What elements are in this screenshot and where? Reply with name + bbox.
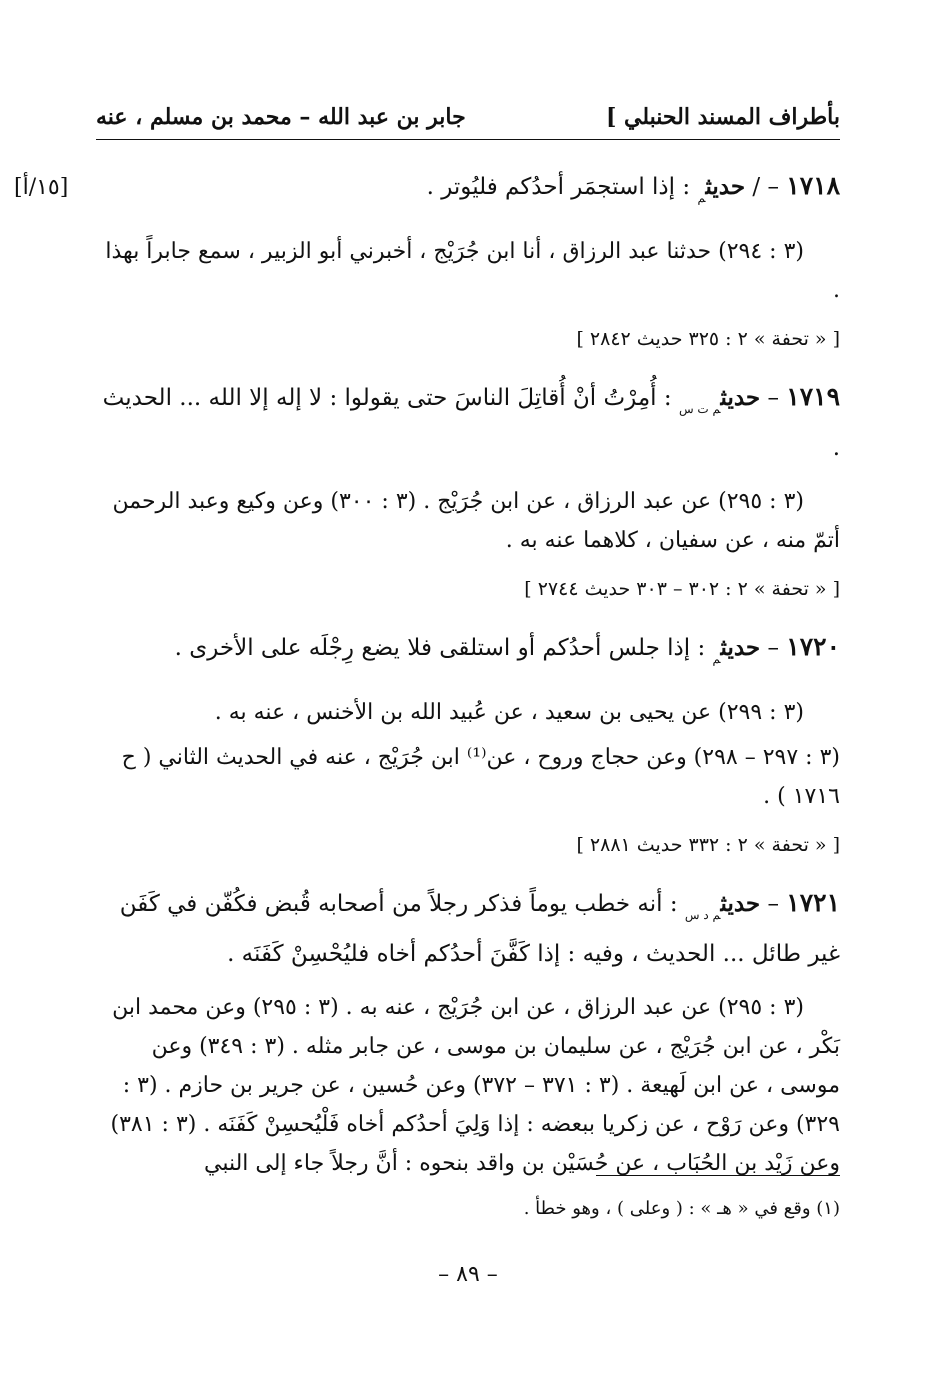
hadith-entry: [96, 377, 840, 609]
header-rule: [96, 139, 840, 140]
footnote: (١) وقع في « هـ » : ( وعلى ) ، وهو خطأ .: [523, 1198, 840, 1219]
collection-symbols: م ت س: [678, 402, 721, 416]
isnad-paragraph: (٣ : ٢٩٥) عن عبد الرزاق ، عن ابن جُرَيْج ، عنه به . (٣ : ٢٩٥) وعن محمد ابن بَكْر ، عن ابن جُرَيْج ، عن سليمان بن موسى ، عن جابر مثله . (٣ : ٣٤٩) وعن موسى ، عن ابن لَهيعة . (٣ : ٣٧١ – ٣٧٢) وعن حُسين ، عن جرير بن حازم . (٣ : ٣٢٩) وعن رَوْح ، عن زكريا ببعضه : إذا وَلِيَ أحدُكم أخاه فَلْيُحسِنْ كَفَنَه . (٣ : ٣٨١) وعن زَيْد بن الحُبَاب ، عن حُسَيْن بن واقد بنحوه : أنَّ رجلاً جاء إلى النبي: [110, 995, 840, 1176]
hadith-number: ١٧١٨: [786, 171, 840, 200]
collection-symbols: م: [712, 652, 721, 666]
hadith-heading: [96, 627, 840, 679]
hadith-heading: [96, 883, 840, 974]
hadith-number: ١٧٢١: [786, 888, 840, 917]
hadith-text: : إذا استجمَر أحدُكم فليُوتر .: [426, 174, 691, 200]
hadith-keyword: حديث: [720, 890, 761, 917]
hadith-text: : أُمِرْتُ أنْ أُقاتِلَ الناسَ حتى يقولوا : لا إله إلا الله ... الحديث .: [102, 385, 840, 461]
hadith-dash: – /: [752, 174, 779, 200]
page-body: [96, 160, 840, 1189]
hadith-heading: [96, 377, 840, 468]
isnad-paragraph: (٣ : ٢٩٩) عن يحيى بن سعيد ، عن عُبيد الله بن الأخنس ، عنه به .: [214, 700, 804, 725]
page-number: – ٨٩ –: [438, 1262, 498, 1287]
hadith-keyword: حديث: [705, 173, 746, 200]
header-section-title: جابر بن عبد الله – محمد بن مسلم ، عنه: [96, 104, 466, 130]
hadith-entry: [96, 883, 840, 1183]
tuhfa-reference: [ « تحفة » ٢ : ٣٠٢ – ٣٠٣ حديث ٢٧٤٤ ]: [524, 578, 840, 600]
hadith-entry: [96, 627, 840, 865]
hadith-number: ١٧١٩: [786, 382, 840, 411]
footnote-rule: [596, 1175, 840, 1176]
hadith-entry: [96, 166, 840, 359]
hadith-keyword: حديث: [720, 384, 761, 411]
header-book-title: بأطراف المسند الحنبلي ]: [605, 104, 840, 130]
tuhfa-reference: [ « تحفة » ٢ : ٣٢٥ حديث ٢٨٤٢ ]: [576, 328, 840, 350]
manuscript-folio-ref: [١٥/أ]: [14, 175, 69, 200]
hadith-dash: –: [767, 385, 779, 411]
hadith-number: ١٧٢٠: [786, 632, 840, 661]
running-header: [96, 104, 840, 136]
hadith-text: : أنه خطب يوماً فذكر رجلاً من أصحابه قُبض فكُفّن في كَفَن غير طائل ... الحديث ، وفيه : إذا كَفَّنَ أحدُكم أخاه فليُحْسِنْ كَفَنَه .: [119, 891, 840, 967]
isnad-paragraph: (٣ : ٢٩٧ – ٢٩٨) وعن حجاج وروح ، عن⁽¹⁾ ابن جُرَيْج ، عنه في الحديث الثاني ( ح ١٧١٦ ) .: [121, 745, 840, 809]
hadith-heading: [96, 166, 840, 218]
tuhfa-reference: [ « تحفة » ٢ : ٣٣٢ حديث ٢٨٨١ ]: [576, 834, 840, 856]
hadith-text: : إذا جلس أحدُكم أو استلقى فلا يضع رِجْلَه على الأخرى .: [174, 635, 706, 661]
hadith-dash: –: [767, 891, 779, 917]
hadith-dash: –: [767, 635, 779, 661]
collection-symbols: م د س: [684, 908, 721, 922]
isnad-paragraph: (٣ : ٢٩٥) عن عبد الرزاق ، عن ابن جُرَيْج . (٣ : ٣٠٠) وعن وكيع وعبد الرحمن أتمّ منه ، عن سفيان ، كلاهما عنه به .: [112, 489, 840, 553]
hadith-keyword: حديث: [720, 634, 761, 661]
collection-symbols: م: [697, 191, 706, 205]
isnad-paragraph: (٣ : ٢٩٤) حدثنا عبد الرزاق ، أنا ابن جُرَيْج ، أخبرني أبو الزبير ، سمع جابراً بهذا .: [105, 239, 840, 303]
